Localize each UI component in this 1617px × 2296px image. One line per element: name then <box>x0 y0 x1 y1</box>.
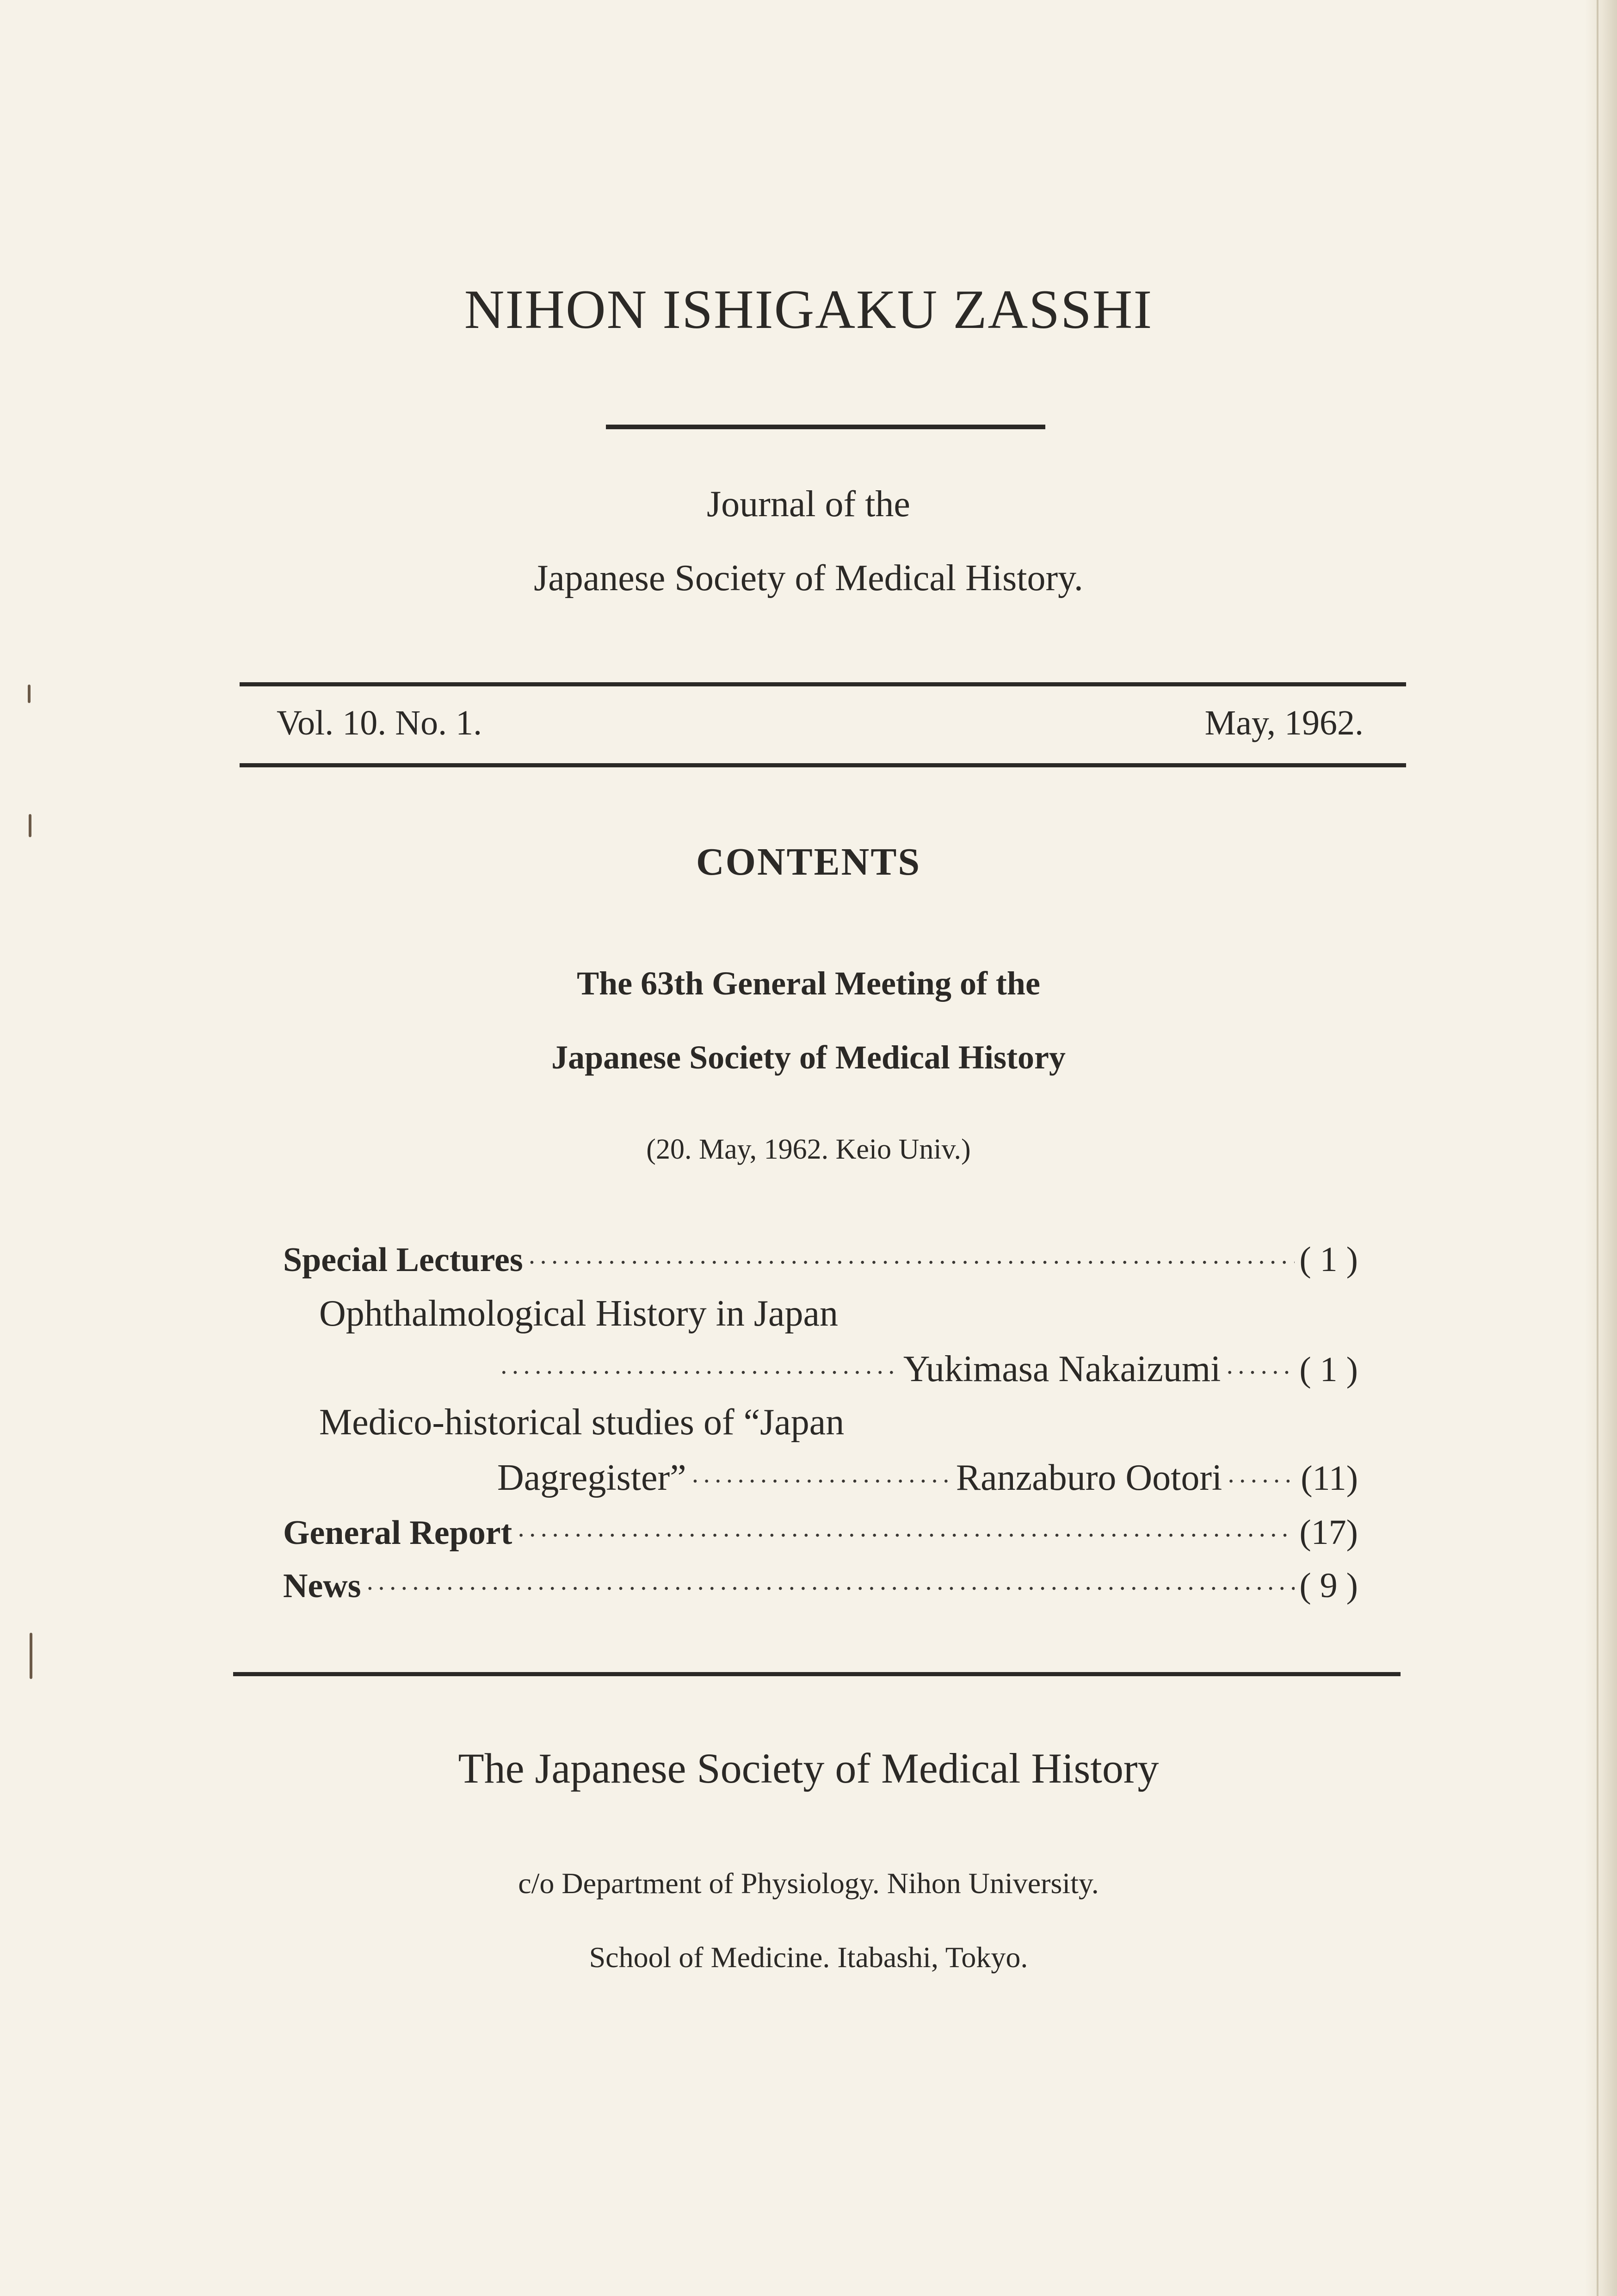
toc-article-title: Ophthalmological History in Japan <box>319 1293 839 1334</box>
toc-entry-medico-historical <box>497 1457 1358 1499</box>
publisher-address-line1: c/o Department of Physiology. Nihon University. <box>518 1867 1099 1900</box>
binding-mark <box>28 685 31 703</box>
toc-page-number: ( 1 ) <box>1299 1350 1358 1389</box>
publisher-address-line2: School of Medicine. Itabashi, Tokyo. <box>589 1941 1028 1974</box>
title-rule <box>606 425 1045 429</box>
issue-band-top-rule <box>240 682 1406 686</box>
toc-label: General Report <box>283 1514 512 1552</box>
meeting-note: (20. May, 1962. Keio Univ.) <box>646 1134 971 1165</box>
binding-mark <box>30 1633 32 1679</box>
toc-entry-news <box>283 1566 1358 1606</box>
footer-rule <box>233 1672 1401 1676</box>
meeting-title-line1: The 63th General Meeting of the <box>577 965 1040 1002</box>
issue-date: May, 1962. <box>1204 704 1364 742</box>
toc-page-number: ( 1 ) <box>1299 1240 1358 1279</box>
toc-leader-dots <box>500 1358 899 1388</box>
toc-leader-dots <box>1227 1467 1296 1496</box>
toc-label: Special Lectures <box>283 1241 523 1279</box>
meeting-title-line2: Japanese Society of Medical History <box>551 1039 1066 1076</box>
toc-author: Yukimasa Nakaizumi <box>903 1349 1221 1389</box>
toc-article-title: Medico-historical studies of “Japan <box>319 1402 845 1443</box>
toc-page-number: (17) <box>1299 1513 1358 1552</box>
toc-entry-ophthalmological <box>500 1348 1358 1390</box>
issue-volume: Vol. 10. No. 1. <box>277 704 482 742</box>
contents-heading: CONTENTS <box>696 840 921 883</box>
toc-leader-dots <box>1225 1358 1295 1388</box>
toc-label: News <box>283 1567 361 1605</box>
toc-entry-special-lectures <box>283 1240 1358 1280</box>
journal-subtitle-line1: Journal of the <box>707 484 910 525</box>
journal-title: NIHON ISHIGAKU ZASSHI <box>464 278 1153 340</box>
toc-leader-dots <box>528 1248 1295 1278</box>
toc-author: Ranzaburo Ootori <box>956 1457 1222 1498</box>
toc-leader-dots <box>691 1467 951 1496</box>
toc-article-title-cont: Dagregister” <box>497 1457 686 1498</box>
issue-band-bottom-rule <box>240 763 1406 767</box>
journal-subtitle-line2: Japanese Society of Medical History. <box>534 558 1083 599</box>
toc-leader-dots <box>366 1574 1295 1604</box>
toc-leader-dots <box>517 1521 1295 1550</box>
toc-entry-general-report <box>283 1512 1358 1553</box>
toc-page-number: ( 9 ) <box>1299 1566 1358 1605</box>
toc-page-number: (11) <box>1301 1459 1358 1498</box>
binding-mark <box>29 814 31 837</box>
publisher-name: The Japanese Society of Medical History <box>458 1745 1159 1792</box>
